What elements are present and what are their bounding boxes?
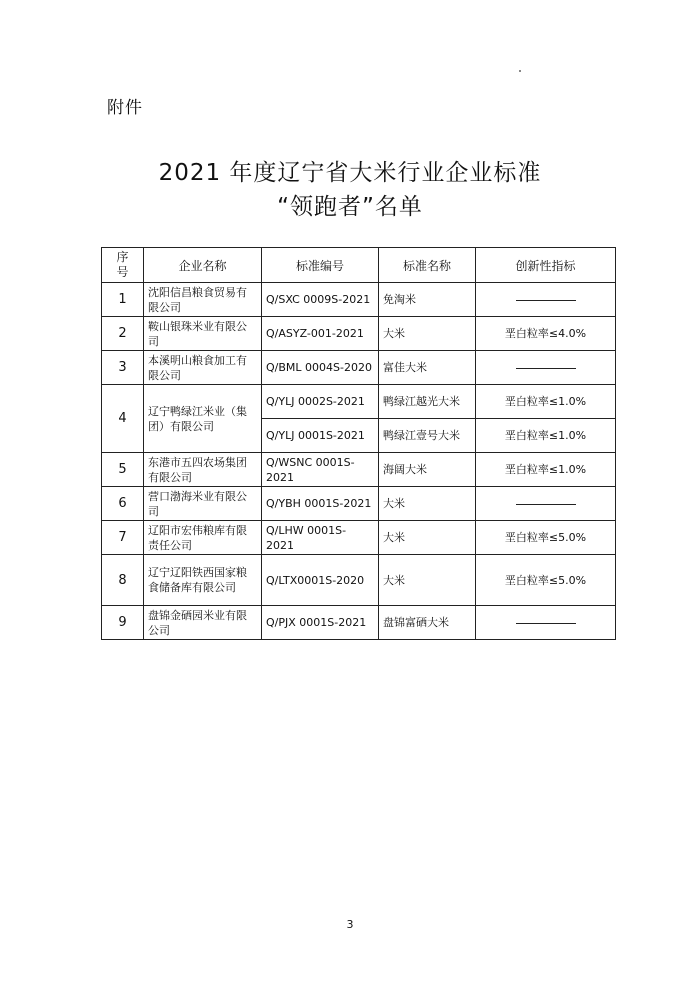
row-company: 东港市五四农场集团有限公司 <box>144 453 262 487</box>
row-standard-name: 大米 <box>379 555 476 606</box>
leader-list-table <box>101 247 616 640</box>
empty-dash <box>516 504 576 505</box>
row-standard-name: 鸭绿江壹号大米 <box>379 419 476 453</box>
attachment-label: 附件 <box>107 98 143 118</box>
row-indicator: 垩白粒率≤1.0% <box>476 453 616 487</box>
row-seq: 7 <box>102 521 144 555</box>
table-row <box>102 453 616 487</box>
table-row <box>102 283 616 317</box>
row-standard-name: 海阔大米 <box>379 453 476 487</box>
scan-dot <box>519 70 521 72</box>
empty-dash <box>516 368 576 369</box>
row-seq: 3 <box>102 351 144 385</box>
row-indicator <box>476 487 616 521</box>
row-standard-number: Q/YBH 0001S-2021 <box>262 487 379 521</box>
row-company: 辽宁鸭绿江米业（集团）有限公司 <box>144 385 262 453</box>
table-row <box>102 351 616 385</box>
row-standard-number: Q/YLJ 0002S-2021 <box>262 385 379 419</box>
row-indicator: 垩白粒率≤1.0% <box>476 385 616 419</box>
header-standard-name: 标准名称 <box>379 248 476 283</box>
header-innovation-indicator: 创新性指标 <box>476 248 616 283</box>
row-standard-number: Q/BML 0004S-2020 <box>262 351 379 385</box>
row-standard-number: Q/LTX0001S-2020 <box>262 555 379 606</box>
row-seq: 4 <box>102 385 144 453</box>
table-row <box>102 521 616 555</box>
row-company: 辽宁辽阳铁西国家粮食储备库有限公司 <box>144 555 262 606</box>
row-seq: 9 <box>102 606 144 640</box>
row-indicator <box>476 351 616 385</box>
empty-dash <box>516 623 576 624</box>
row-standard-name: 大米 <box>379 521 476 555</box>
table-row <box>102 385 616 419</box>
row-company: 辽阳市宏伟粮库有限责任公司 <box>144 521 262 555</box>
row-seq: 1 <box>102 283 144 317</box>
header-standard-number: 标准编号 <box>262 248 379 283</box>
row-standard-number: Q/ASYZ-001-2021 <box>262 317 379 351</box>
header-seq: 序 号 <box>102 248 144 283</box>
row-standard-name: 富佳大米 <box>379 351 476 385</box>
row-indicator <box>476 606 616 640</box>
table-header-row <box>102 248 616 283</box>
empty-dash <box>516 300 576 301</box>
row-standard-number: Q/YLJ 0001S-2021 <box>262 419 379 453</box>
page-number: 3 <box>346 918 354 931</box>
row-indicator: 垩白粒率≤1.0% <box>476 419 616 453</box>
row-standard-name: 免淘米 <box>379 283 476 317</box>
row-standard-number: Q/LHW 0001S-2021 <box>262 521 379 555</box>
row-indicator: 垩白粒率≤5.0% <box>476 521 616 555</box>
document-title-line-1: 2021 年度辽宁省大米行业企业标准 <box>158 160 542 186</box>
row-company: 鞍山银珠米业有限公司 <box>144 317 262 351</box>
row-seq: 5 <box>102 453 144 487</box>
document-title-line-2: “领跑者”名单 <box>277 194 423 220</box>
row-standard-number: Q/SXC 0009S-2021 <box>262 283 379 317</box>
table-row <box>102 317 616 351</box>
table-row <box>102 606 616 640</box>
row-indicator: 垩白粒率≤4.0% <box>476 317 616 351</box>
table-row <box>102 487 616 521</box>
header-company: 企业名称 <box>144 248 262 283</box>
row-company: 沈阳信昌粮食贸易有限公司 <box>144 283 262 317</box>
row-seq: 6 <box>102 487 144 521</box>
row-company: 盘锦金硒园米业有限公司 <box>144 606 262 640</box>
row-standard-name: 鸭绿江越光大米 <box>379 385 476 419</box>
row-company: 营口渤海米业有限公司 <box>144 487 262 521</box>
row-indicator: 垩白粒率≤5.0% <box>476 555 616 606</box>
row-standard-name: 大米 <box>379 317 476 351</box>
row-standard-name: 大米 <box>379 487 476 521</box>
row-indicator <box>476 283 616 317</box>
table-row <box>102 555 616 606</box>
row-standard-number: Q/PJX 0001S-2021 <box>262 606 379 640</box>
row-standard-number: Q/WSNC 0001S-2021 <box>262 453 379 487</box>
row-seq: 2 <box>102 317 144 351</box>
row-seq: 8 <box>102 555 144 606</box>
row-standard-name: 盘锦富硒大米 <box>379 606 476 640</box>
row-company: 本溪明山粮食加工有限公司 <box>144 351 262 385</box>
